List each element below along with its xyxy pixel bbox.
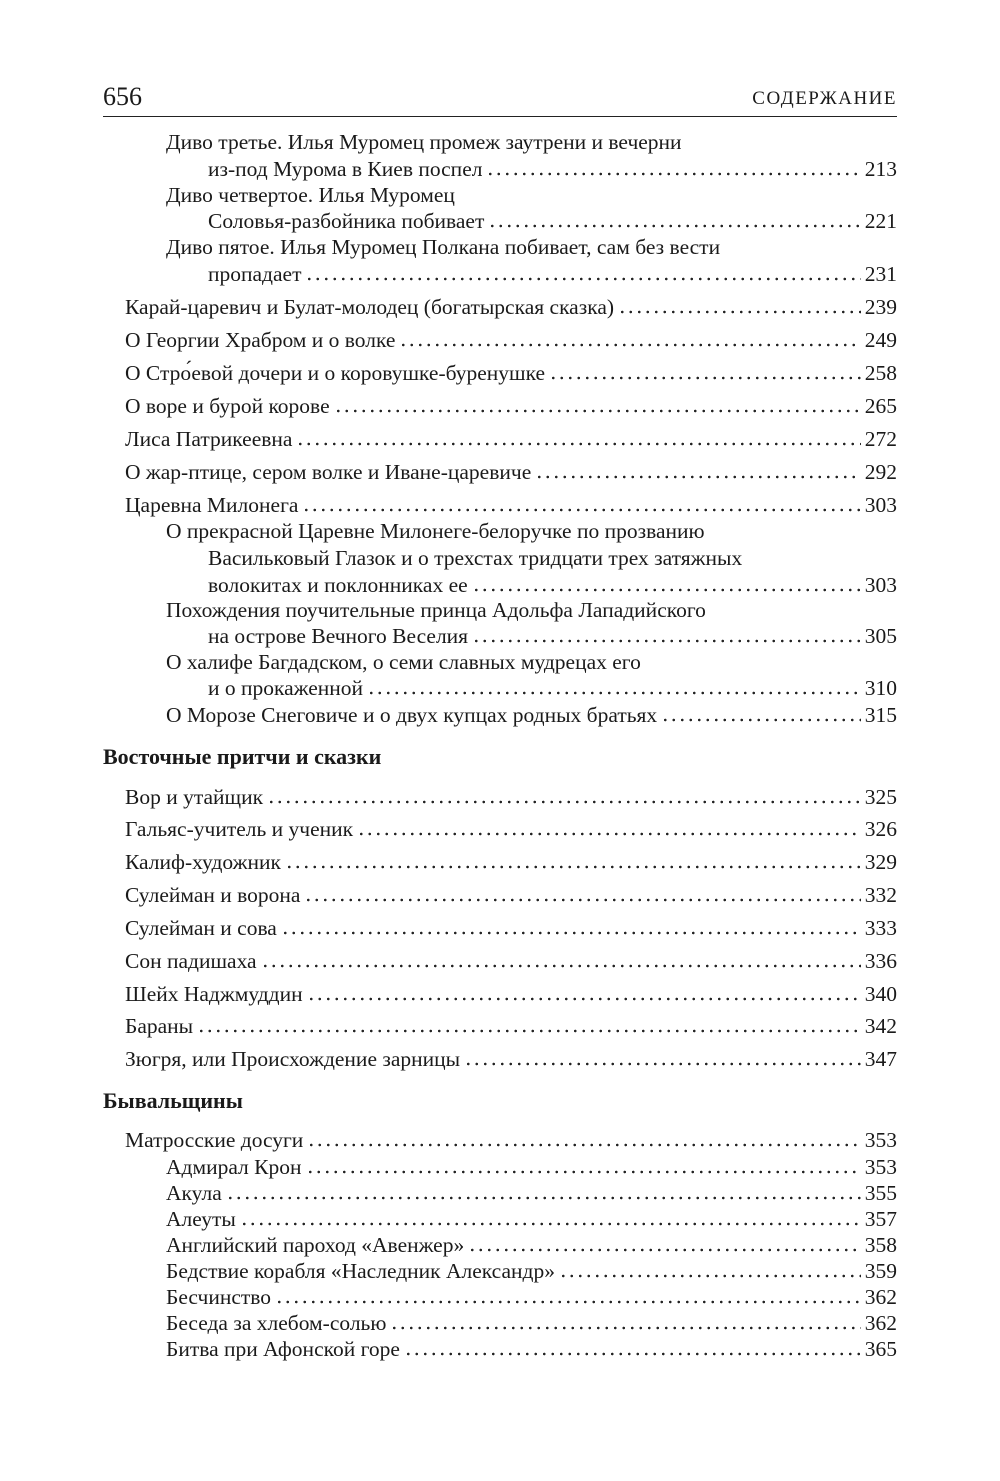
dot-leader (281, 931, 861, 935)
dot-leader (559, 1274, 861, 1278)
entry-title: Вор и утайщик (125, 785, 264, 809)
entry-line-last (166, 1336, 897, 1362)
page-ref: 272 (864, 427, 897, 451)
dot-leader (390, 1326, 860, 1330)
entry-title: О Георгии Храбром и о волке (125, 328, 396, 352)
entry-line-last (125, 1046, 897, 1072)
page-ref: 292 (864, 460, 897, 484)
dot-leader (307, 997, 861, 1001)
dot-leader (464, 1062, 861, 1066)
page-ref: 231 (864, 262, 897, 286)
page-ref: 265 (864, 394, 897, 418)
dot-leader (305, 277, 860, 281)
entry-line: Диво пятое. Илья Муромец Полкана побивает, сам без вести (166, 235, 721, 259)
entry-title: Лиса Патрикеевна (125, 427, 293, 451)
section-heading-byval: Бывальщины (103, 1088, 243, 1113)
entry-title: Калиф-художник (125, 850, 281, 874)
entry-line-last (208, 208, 897, 234)
entry-line-last (166, 702, 897, 728)
entry-line: О прекрасной Царевне Милонеге-белоручке по прозванию (166, 519, 705, 543)
entry-line-last (125, 294, 897, 320)
dot-leader (535, 475, 861, 479)
entry-title: О Морозе Снеговиче и о двух купцах родных братьях (166, 703, 658, 727)
page-ref: 239 (864, 295, 897, 319)
dot-leader (357, 832, 861, 836)
page-ref: 305 (864, 624, 897, 648)
entry-line-last (166, 1180, 897, 1206)
entry-line-last (125, 882, 897, 908)
entry-line-last (208, 675, 897, 701)
entry-title: Карай-царевич и Булат-молодец (богатырская сказка) (125, 295, 615, 319)
dot-leader (285, 865, 861, 869)
entry-title: Английский пароход «Авенжер» (166, 1233, 465, 1257)
entry-title: Сулейман и сова (125, 916, 277, 940)
page-ref: 342 (864, 1014, 897, 1038)
entry-title: Адмирал Крон (166, 1155, 302, 1179)
page-ref: 362 (864, 1311, 897, 1335)
dot-leader (486, 172, 860, 176)
entry-line-last (125, 849, 897, 875)
dot-leader (488, 224, 860, 228)
dot-leader (334, 409, 861, 413)
dot-leader (304, 898, 860, 902)
section-heading-east: Восточные притчи и сказки (103, 744, 382, 769)
entry-title: О Стро́евой дочери и о коровушке-буренушке (125, 361, 546, 385)
page-ref: 310 (864, 676, 897, 700)
entry-line: Похождения поучительные принца Адольфа Лападийского (166, 598, 706, 622)
entry-line: Васильковый Глазок и о трехстах тридцати трех затяжных (208, 546, 743, 570)
entry-title: Беседа за хлебом-солью (166, 1311, 387, 1335)
dot-leader (226, 1196, 861, 1200)
dot-leader (472, 588, 861, 592)
entry-line-last (125, 816, 897, 842)
entry-title: Сон падишаха (125, 949, 257, 973)
entry-title: О жар-птице, сером волке и Иване-царевиче (125, 460, 532, 484)
entry-line-last (125, 981, 897, 1007)
entry-line-last (166, 1232, 897, 1258)
dot-leader (261, 964, 861, 968)
dot-leader (367, 691, 861, 695)
entry-title: Царевна Милонега (125, 493, 299, 517)
entry-line-last (125, 492, 897, 518)
entry-title: Акула (166, 1181, 222, 1205)
entry-title: Соловья-разбойника побивает (208, 209, 485, 233)
page-ref: 258 (864, 361, 897, 385)
page-ref: 362 (864, 1285, 897, 1309)
page-ref: 315 (864, 703, 897, 727)
page-ref: 359 (864, 1259, 897, 1283)
dot-leader (296, 442, 860, 446)
dot-leader (549, 376, 861, 380)
page-ref: 221 (864, 209, 897, 233)
entry-line-last (166, 1310, 897, 1336)
dot-leader (306, 1170, 861, 1174)
entry-title: Зюгря, или Происхождение зарницы (125, 1047, 461, 1071)
dot-leader (404, 1352, 861, 1356)
entry-title: Матросские досуги (125, 1128, 304, 1152)
page-ref: 249 (864, 328, 897, 352)
entry-line-last (208, 623, 897, 649)
entry-line-last (125, 360, 897, 386)
entry-title: пропадает (208, 262, 302, 286)
entry-line-last (166, 1284, 897, 1310)
page-ref: 365 (864, 1337, 897, 1361)
entry-line-last (125, 948, 897, 974)
entry-line: Диво четвертое. Илья Муромец (166, 183, 455, 207)
page-ref: 332 (864, 883, 897, 907)
page-ref: 333 (864, 916, 897, 940)
entry-title: Шейх Наджмуддин (125, 982, 303, 1006)
page-ref: 303 (864, 493, 897, 517)
entry-line-last (125, 784, 897, 810)
dot-leader (468, 1248, 861, 1252)
page-ref: 325 (864, 785, 897, 809)
dot-leader (399, 343, 860, 347)
entry-title: О воре и бурой корове (125, 394, 330, 418)
page-ref: 213 (864, 157, 897, 181)
entry-line-last (125, 1013, 897, 1039)
page-ref: 353 (864, 1128, 897, 1152)
dot-leader (240, 1222, 861, 1226)
dot-leader (307, 1143, 860, 1147)
page-ref: 340 (864, 982, 897, 1006)
page-ref: 336 (864, 949, 897, 973)
dot-leader (661, 718, 861, 722)
entry-title: Битва при Афонской горе (166, 1337, 400, 1361)
dot-leader (618, 310, 861, 314)
entry-line-last (208, 261, 897, 287)
entry-line-last (125, 426, 897, 452)
page-ref: 357 (864, 1207, 897, 1231)
entry-line: О халифе Багдадском, о семи славных мудрецах его (166, 650, 641, 674)
dot-leader (472, 639, 861, 643)
entry-title: Бесчинство (166, 1285, 272, 1309)
dot-leader (302, 508, 860, 512)
page-ref: 355 (864, 1181, 897, 1205)
entry-line: Диво третье. Илья Муромец промеж заутрени и вечерни (166, 130, 682, 154)
entry-title: Бедствие корабля «Наследник Александр» (166, 1259, 555, 1283)
page-ref: 347 (864, 1047, 897, 1071)
entry-title: и о прокаженной (208, 676, 364, 700)
dot-leader (197, 1029, 861, 1033)
entry-line-last (166, 1154, 897, 1180)
entry-line-last (166, 1206, 897, 1232)
entry-line-last (125, 393, 897, 419)
dot-leader (275, 1300, 861, 1304)
entry-title: на острове Вечного Веселия (208, 624, 469, 648)
entry-title: Гальяс-учитель и ученик (125, 817, 354, 841)
entry-line-last (125, 1127, 897, 1153)
entry-title: Алеуты (166, 1207, 236, 1231)
page-ref: 329 (864, 850, 897, 874)
entry-line-last (208, 572, 897, 598)
entry-line-last (125, 915, 897, 941)
entry-line-last (208, 156, 897, 182)
entry-line-last (166, 1258, 897, 1284)
entry-title: волокитах и поклонниках ее (208, 573, 468, 597)
running-title: СОДЕРЖАНИЕ (752, 88, 897, 109)
entry-line-last (125, 459, 897, 485)
entry-title: Бараны (125, 1014, 194, 1038)
page-ref: 326 (864, 817, 897, 841)
page-ref: 358 (864, 1233, 897, 1257)
dot-leader (267, 800, 861, 804)
entry-line-last (125, 327, 897, 353)
entry-title: Сулейман и ворона (125, 883, 301, 907)
page-header (103, 78, 897, 117)
page-ref: 353 (864, 1155, 897, 1179)
page-ref: 303 (864, 573, 897, 597)
entry-title: из-под Мурома в Киев поспел (208, 157, 483, 181)
page-number: 656 (103, 82, 142, 111)
